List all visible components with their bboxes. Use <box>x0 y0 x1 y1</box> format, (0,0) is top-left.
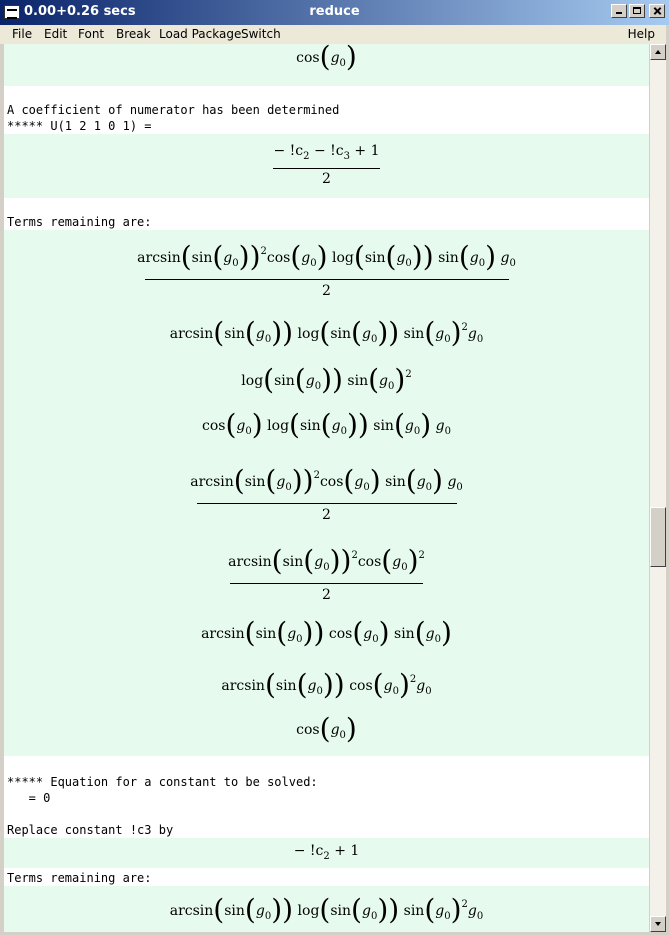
fraction-bar <box>273 168 380 169</box>
menu-font[interactable]: Font <box>78 27 105 41</box>
timing-label: 0.00+0.26 secs <box>24 4 136 19</box>
math-term-last: $\arcsin(\sin(g_0))$ $\log(\sin(g_0))$ $\sin(g_0)^2g_0$ <box>169 893 484 926</box>
scroll-thumb[interactable] <box>650 507 666 567</box>
fraction-bar <box>145 279 509 280</box>
scroll-down-icon[interactable] <box>650 916 666 932</box>
math-term-3: $\log(\sin(g_0))$ $\sin(g_0)^2$ <box>241 363 412 396</box>
math-denominator: 2 <box>322 283 331 299</box>
terms-remaining-label: Terms remaining are: <box>7 871 152 885</box>
math-replacement: − $!c_2 + 1$ <box>293 843 360 862</box>
menu-break[interactable]: Break <box>116 27 151 41</box>
terms-remaining-label: Terms remaining are: <box>7 215 152 229</box>
fraction-bar <box>230 583 423 584</box>
close-button[interactable] <box>649 4 665 18</box>
equation-message: ***** Equation for a constant to be solved: <box>7 775 318 789</box>
math-denominator: 2 <box>322 507 331 523</box>
fraction-bar <box>197 503 457 504</box>
menu-file[interactable]: File <box>12 27 33 41</box>
math-denominator: 2 <box>322 171 331 187</box>
menu-edit[interactable]: Edit <box>44 27 68 41</box>
equation-zero: = 0 <box>7 791 51 805</box>
math-term-7: $\arcsin(\sin(g_0))$ $\cos(g_0)$ $\sin(g_0)$ <box>201 616 452 649</box>
minimize-button[interactable] <box>611 4 627 18</box>
math-term-2: $\arcsin(\sin(g_0))$ $\log(\sin(g_0))$ $\sin(g_0)^2g_0$ <box>169 316 484 349</box>
math-denominator: 2 <box>322 587 331 603</box>
coefficient-label: ***** U(1 2 1 0 1) = <box>7 119 152 133</box>
math-term-4: $\cos(g_0)$ $\log(\sin(g_0))$ $\sin(g_0)$ $g_0$ <box>202 408 451 441</box>
reduce-app-icon[interactable] <box>4 5 20 19</box>
replace-message: Replace constant !c3 by <box>7 823 174 837</box>
math-expr-cos-g0: $\cos(g_0)$ <box>296 44 357 73</box>
title-bar[interactable] <box>0 0 669 25</box>
menu-load-package[interactable]: Load Package <box>159 27 242 41</box>
menu-bar <box>0 25 669 44</box>
vertical-scrollbar[interactable] <box>649 44 666 932</box>
math-term-9: $\cos(g_0)$ <box>296 712 357 745</box>
maximize-button[interactable] <box>629 4 645 18</box>
coefficient-message: A coefficient of numerator has been determined <box>7 103 340 117</box>
math-term-5: $\arcsin(\sin(g_0))^2\cos(g_0)$ $\sin(g_0)$ $g_0$ <box>190 464 463 497</box>
scroll-up-icon[interactable] <box>650 44 666 60</box>
menu-help[interactable]: Help <box>627 27 655 41</box>
output-pane[interactable] <box>4 44 649 932</box>
math-term-6: $\arcsin(\sin(g_0))^2\cos(g_0)^2$ <box>228 544 425 577</box>
math-term-1: $\arcsin(\sin(g_0))^2\cos(g_0)$ $\log(\sin(g_0))$ $\sin(g_0)$ $g_0$ <box>137 240 516 273</box>
menu-switch[interactable]: Switch <box>241 27 281 41</box>
window-title: reduce <box>309 4 360 19</box>
math-term-8: $\arcsin(\sin(g_0))$ $\cos(g_0)^2g_0$ <box>221 668 432 701</box>
math-numerator: − $!c_2 - !c_3 + 1$ <box>273 143 380 162</box>
